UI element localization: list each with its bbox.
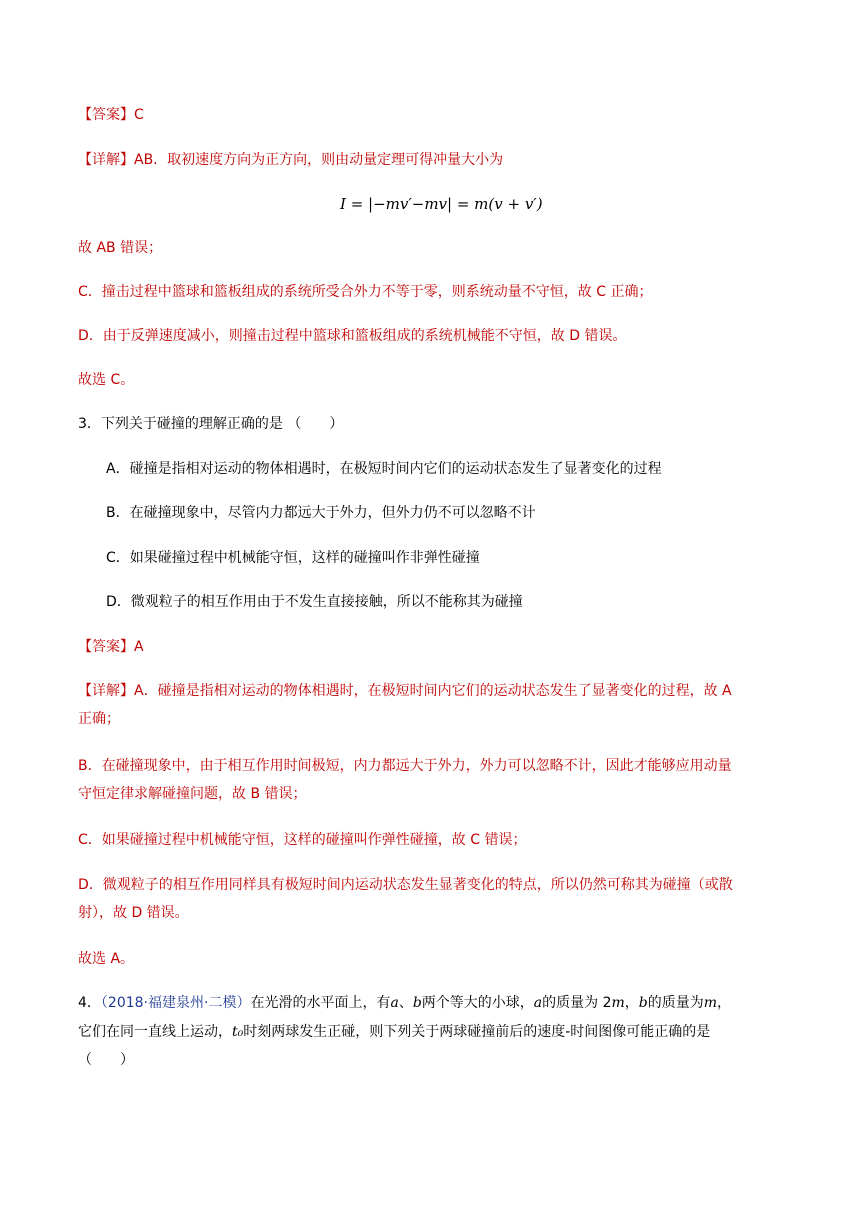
detail-d: D．由于反弹速度减小，则撞击过程中篮球和篮板组成的系统机械能不守恒，故 D 错误。 xyxy=(78,328,627,344)
question-text: 、 xyxy=(398,995,413,1011)
detail-b-line2: 守恒定律求解碰撞问题，故 B 错误； xyxy=(78,786,307,802)
answer-line xyxy=(78,637,144,657)
question-text: 在光滑的水平面上，有 xyxy=(250,995,391,1011)
detail-b-line1: B．在碰撞现象中，由于相互作用时间极短，内力都远大于外力，外力可以忽略不计，因此才能够应用动量 xyxy=(78,758,732,774)
impulse-formula: I = |−mv′−mv| = m(v + v′) xyxy=(340,195,543,213)
detail-label: 【详解】 xyxy=(78,683,134,699)
option-d: D．微观粒子的相互作用由于不发生直接接触，所以不能称其为碰撞 xyxy=(106,594,523,610)
question-text: ， xyxy=(717,995,732,1011)
detail-conclusion: 故选 C。 xyxy=(78,372,135,388)
question-text: 的质量为 xyxy=(647,995,704,1011)
question-text: ， xyxy=(624,995,639,1011)
var-m: m xyxy=(611,995,625,1011)
detail-d-line2: 射），故 D 错误。 xyxy=(78,905,189,921)
detail-text: A．碰撞是指相对运动的物体相遇时，在极短时间内它们的运动状态发生了显著变化的过程，故 A xyxy=(134,683,732,699)
answer-label: 【答案】 xyxy=(78,639,134,655)
var-t0: t₀ xyxy=(232,1024,244,1040)
option-c: C．如果碰撞过程中机械能守恒，这样的碰撞叫作非弹性碰撞 xyxy=(106,550,480,566)
detail-c: C．撞击过程中篮球和篮板组成的系统所受合外力不等于零，则系统动量不守恒，故 C 正确； xyxy=(78,284,653,300)
option-a: A．碰撞是指相对运动的物体相遇时，在极短时间内它们的运动状态发生了显著变化的过程 xyxy=(106,461,662,477)
detail-c: C．如果碰撞过程中机械能守恒，这样的碰撞叫作弹性碰撞，故 C 错误； xyxy=(78,832,527,848)
question-source: （2018·福建泉州·二模） xyxy=(100,995,251,1011)
option-b: B．在碰撞现象中，尽管内力都远大于外力，但外力仍不可以忽略不计 xyxy=(106,505,536,521)
var-b: b xyxy=(412,995,422,1011)
question4-line2 xyxy=(78,1022,710,1042)
var-b: b xyxy=(638,995,648,1011)
detail-intro xyxy=(78,150,503,170)
answer-label: 【答案】 xyxy=(78,107,134,123)
var-a: a xyxy=(533,995,543,1011)
var-m: m xyxy=(703,995,718,1011)
detail-ab: 故 AB 错误； xyxy=(78,240,163,256)
question-text: 的质量为 2 xyxy=(542,995,612,1011)
question-text: 它们在同一直线上运动， xyxy=(78,1024,232,1040)
detail-d-line1: D．微观粒子的相互作用同样具有极短时间内运动状态发生显著变化的特点，所以仍然可称其为碰撞（或散 xyxy=(78,877,733,893)
question-stem: 3．下列关于碰撞的理解正确的是 （ ） xyxy=(78,416,344,432)
question-text: 两个等大的小球， xyxy=(421,995,534,1011)
detail-conclusion: 故选 A。 xyxy=(78,951,135,967)
answer-value: A xyxy=(134,639,144,655)
question-number: 4． xyxy=(78,995,101,1011)
answer-value: C xyxy=(134,107,144,123)
detail-text: AB．取初速度方向为正方向，则由动量定理可得冲量大小为 xyxy=(134,152,504,168)
detail-a-line1 xyxy=(78,681,732,701)
question-text: 时刻两球发生正碰，则下列关于两球碰撞前后的速度-时间图像可能正确的是 xyxy=(243,1024,711,1040)
detail-a-line2: 正确； xyxy=(78,711,120,727)
var-a: a xyxy=(390,995,399,1011)
question4-line1 xyxy=(78,993,731,1013)
question4-answer-bracket: （ ） xyxy=(78,1052,134,1068)
detail-label: 【详解】 xyxy=(78,152,134,168)
answer-line xyxy=(78,105,144,125)
